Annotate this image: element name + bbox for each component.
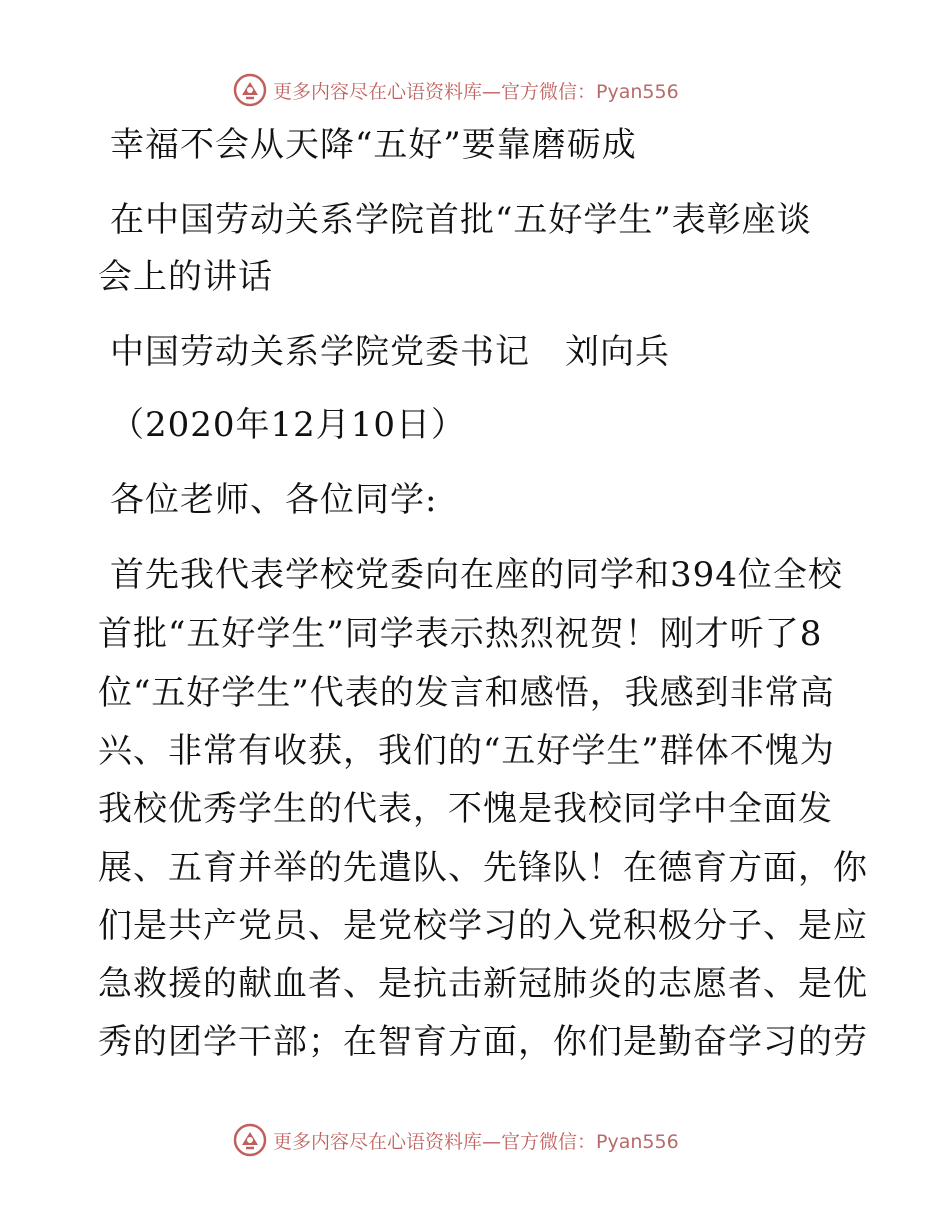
watermark-bottom	[233, 1122, 679, 1158]
paragraph-line: 秀的团学干部；在智育方面，你们是勤奋学习的劳	[98, 1022, 868, 1062]
paragraph-line: 首批“五好学生”同学表示热烈祝贺！刚才听了8	[98, 614, 823, 654]
paragraph-line: 们是共产党员、是党校学习的入党积极分子、是应	[98, 906, 868, 946]
document-salutation: 各位老师、各位同学:	[110, 480, 438, 520]
paragraph-line: 位“五好学生”代表的发言和感悟，我感到非常高	[98, 673, 835, 713]
document-subtitle-line-2: 会上的讲话	[98, 257, 273, 297]
document-author: 中国劳动关系学院党委书记 刘向兵	[110, 332, 670, 372]
library-logo-icon	[233, 73, 267, 107]
watermark-text: 更多内容尽在心语资料库—官方微信：Pyan556	[273, 1130, 679, 1153]
watermark-top	[233, 72, 679, 108]
paragraph-line: 展、五育并举的先遣队、先锋队！在德育方面，你	[98, 848, 868, 888]
paragraph-line: 我校优秀学生的代表，不愧是我校同学中全面发	[98, 789, 833, 829]
document-subtitle-line-1: 在中国劳动关系学院首批“五好学生”表彰座谈	[110, 200, 812, 240]
paragraph-line: 急救援的献血者、是抗击新冠肺炎的志愿者、是优	[98, 964, 868, 1004]
document-title: 幸福不会从天降“五好”要靠磨砺成	[110, 125, 637, 165]
paragraph-line: 兴、非常有收获，我们的“五好学生”群体不愧为	[98, 731, 835, 771]
document-date: （2020年12月10日）	[110, 405, 467, 445]
watermark-text: 更多内容尽在心语资料库—官方微信：Pyan556	[273, 80, 679, 103]
library-logo-icon	[233, 1123, 267, 1157]
paragraph-line: 首先我代表学校党委向在座的同学和394位全校	[110, 555, 843, 595]
